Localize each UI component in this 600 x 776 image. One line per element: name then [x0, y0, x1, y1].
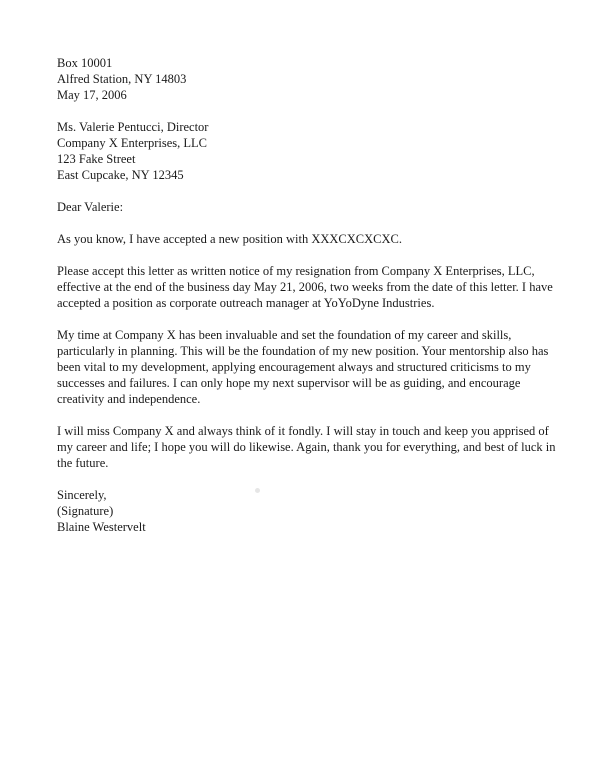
faint-dot-mark	[255, 488, 260, 493]
recipient-name-title: Ms. Valerie Pentucci, Director	[57, 120, 209, 134]
valediction: Sincerely,	[57, 488, 107, 502]
sender-name: Blaine Westervelt	[57, 520, 146, 534]
body-paragraph-2: Please accept this letter as written notice of my resignation from Company X Enterprises, LLC, effective at the end of the business day May 21, 2006, two weeks from the date of this letter. I have accepted a position as corporate outreach manager at YoYoDyne Industries.	[57, 264, 553, 310]
recipient-city: East Cupcake, NY 12345	[57, 168, 184, 182]
resignation-letter	[57, 55, 557, 535]
signature-placeholder: (Signature)	[57, 504, 114, 518]
body-paragraph-1: As you know, I have accepted a new position with XXXCXCXCXC.	[57, 232, 402, 246]
sender-address	[57, 55, 557, 103]
body-paragraph-3: My time at Company X has been invaluable and set the foundation of my career and skills, particularly in planning. This will be the foundation of my new position. Your mentorship also has been vital to my development, applying encouragement always and structured criticisms to my successes and failures. I can only hope my next supervisor will be as guiding, and encourage creativity and independence.	[57, 328, 549, 406]
recipient-address	[57, 119, 557, 183]
sender-city: Alfred Station, NY 14803	[57, 72, 187, 86]
recipient-company: Company X Enterprises, LLC	[57, 136, 207, 150]
body-paragraph-4: I will miss Company X and always think of it fondly. I will stay in touch and keep you apprised of my career and life; I hope you will do likewise. Again, thank you for everything, and best of luck in the future.	[57, 424, 556, 470]
salutation: Dear Valerie:	[57, 200, 124, 214]
letter-date: May 17, 2006	[57, 88, 127, 102]
closing-block	[57, 487, 557, 535]
sender-box: Box 10001	[57, 56, 113, 70]
recipient-street: 123 Fake Street	[57, 152, 136, 166]
